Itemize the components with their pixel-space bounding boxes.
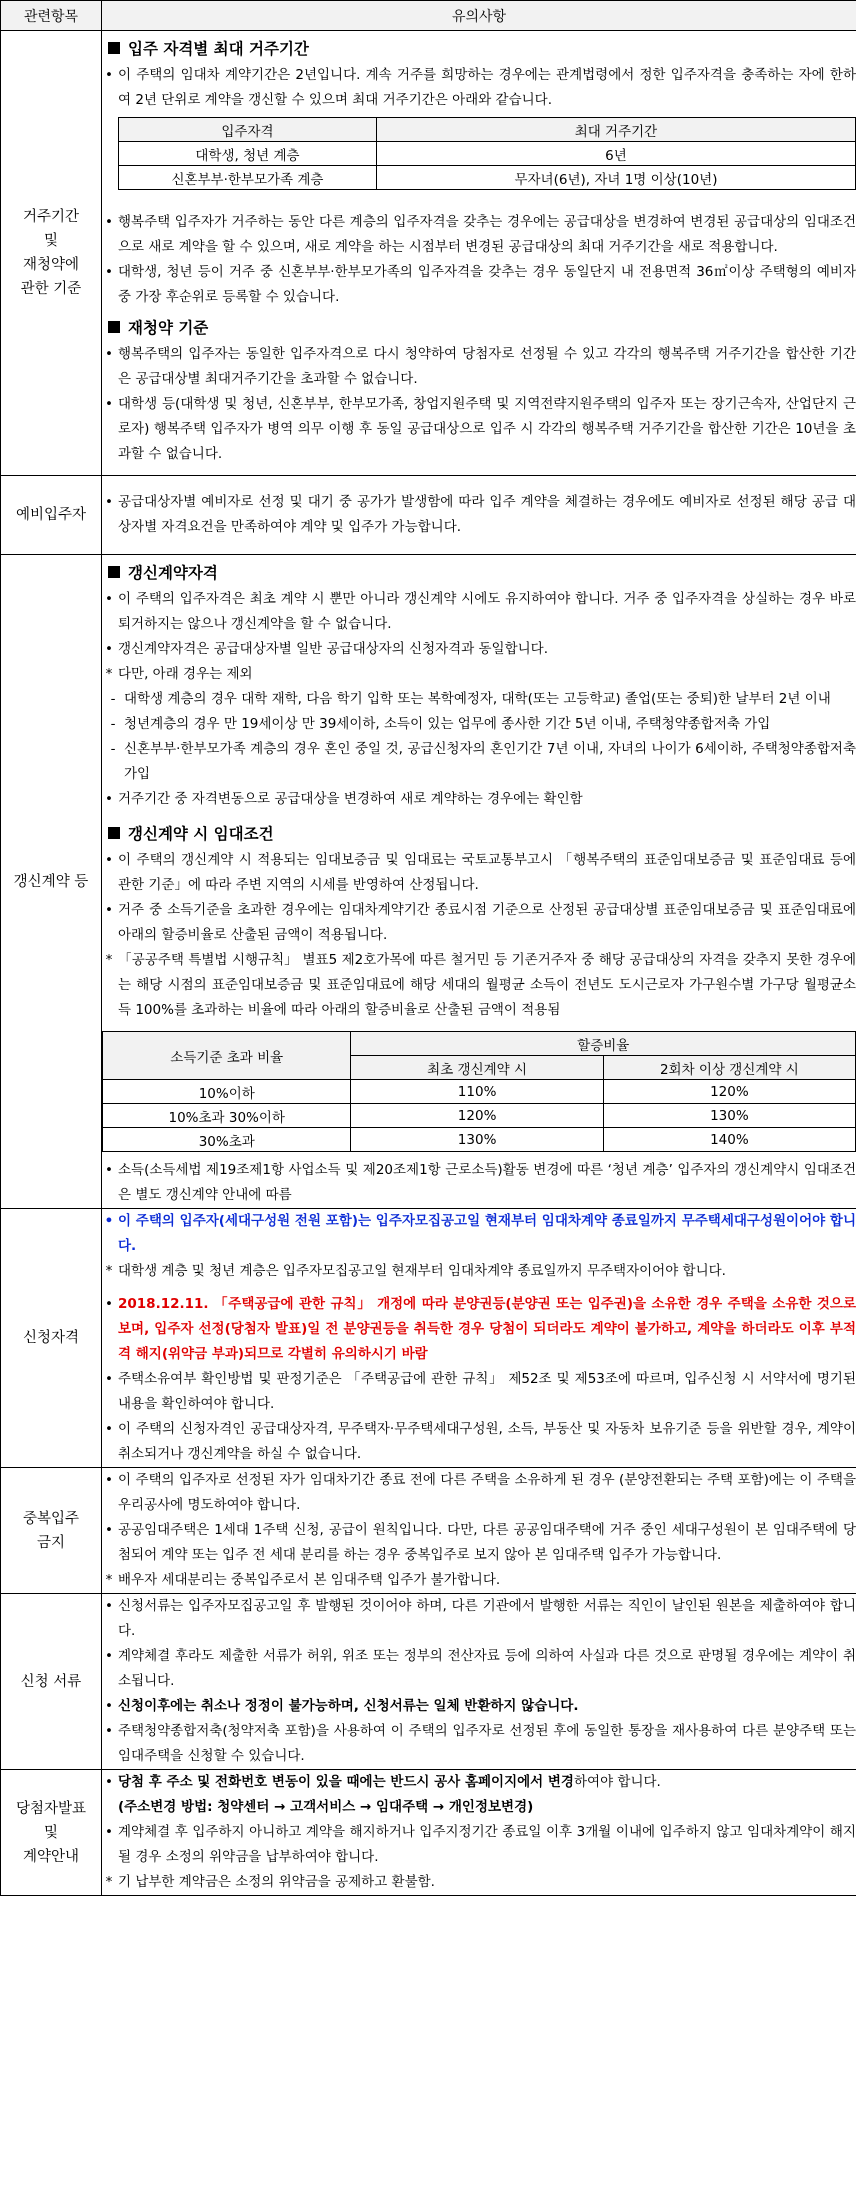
- list-item: • 당첨 후 주소 및 전화번호 변동이 있을 때에는 반드시 공사 홈페이지에서 변경하여야 합니다. (주소변경 방법: 청약센터 → 고객서비스 → 임대주택 → 개인정보변경): [105, 1774, 661, 1815]
- content-announcement: [102, 1770, 856, 1896]
- list-item: - 대학생 계층의 경우 대학 재학, 다음 학기 입학 또는 복학예정자, 대학(또는 고등학교) 졸업(또는 중퇴)한 날부터 2년 이내: [110, 691, 831, 707]
- list-residence-notes: [102, 210, 856, 310]
- table-header-row: [1, 1, 856, 31]
- row-eligibility: [1, 1209, 856, 1468]
- list-reserve: [102, 490, 856, 540]
- category-renewal: 갱신계약 등: [1, 555, 102, 1209]
- list-max-residence: [102, 63, 856, 113]
- list-renewal-eligibility: [102, 587, 856, 812]
- list-item: • 2018.12.11. 「주택공급에 관한 규칙」 개정에 따라 분양권등(분양권 또는 입주권)을 소유한 경우 주택을 소유한 것으로 보며, 입주자 선정(당첨자 발표)일 전 분양권등을 취득한 경우 당첨이 되더라도 계약이 불가하고, 계약을 하더라도 이후 부적격 해지(위약금 부과)되므로 각별히 유의하시기 바람: [105, 1296, 856, 1362]
- row-residence: [1, 31, 856, 476]
- list-item: - 신혼부부·한부모가족 계층의 경우 혼인 중일 것, 공급신청자의 혼인기간 7년 이내, 자녀의 나이가 6세이하, 주택청약종합저축 가입: [110, 741, 856, 782]
- list-reapply: [102, 342, 856, 467]
- square-bullet-icon: [108, 566, 120, 578]
- list-item: • 갱신계약자격은 공급대상자별 일반 공급대상자의 신청자격과 동일합니다.: [105, 641, 549, 657]
- list-item: • 신청서류는 입주자모집공고일 후 발행된 것이어야 하며, 다른 기관에서 발행한 서류는 직인이 날인된 원본을 제출하여야 합니다.: [105, 1598, 856, 1639]
- list-item: • 계약체결 후라도 제출한 서류가 허위, 위조 또는 정부의 전산자료 등에 의하여 사실과 다른 것으로 판명될 경우에는 계약이 취소됩니다.: [105, 1648, 856, 1689]
- table-header-cell: 할증비율: [351, 1032, 856, 1056]
- table-row: 대학생, 청년 계층 6년: [119, 142, 856, 166]
- content-eligibility: [102, 1209, 856, 1468]
- content-reserve: [102, 476, 856, 555]
- table-header-cell: 소득기준 초과 비율: [103, 1032, 351, 1080]
- row-renewal: [1, 555, 856, 1209]
- category-documents: 신청 서류: [1, 1594, 102, 1770]
- list-item: * 「공공주택 특별법 시행규칙」 별표5 제2호가목에 따른 철거민 등 기존거주자 중 해당 공급대상의 자격을 갖추지 못한 경우에는 해당 시점의 표준임대보증금 및 표준임대료에 해당 세대의 월평균 소득이 전년도 도시근로자 가구원수별 가구당 월평균소득 100%를 초과하는 비율에 따라 아래의 할증비율로 산출된 금액이 적용됨: [105, 952, 856, 1018]
- table-row: 신혼부부·한부모가족 계층 무자녀(6년), 자녀 1명 이상(10년): [119, 166, 856, 190]
- list-eligibility: [102, 1209, 856, 1467]
- category-duplicate: 중복입주 금지: [1, 1468, 102, 1594]
- list-item: • 계약체결 후 입주하지 아니하고 계약을 해지하거나 입주지정기간 종료일 이후 3개월 이내에 입주하지 않고 임대차계약이 해지될 경우 소정의 위약금을 납부하여야 합니다.: [105, 1824, 856, 1865]
- row-duplicate: [1, 1468, 856, 1594]
- list-item: • 대학생 등(대학생 및 청년, 신혼부부, 한부모가족, 창업지원주택 및 지역전략지원주택의 입주자 또는 장기근속자, 산업단지 근로자) 행복주택 입주자가 병역 의무 이행 후 동일 공급대상으로 입주 시 각각의 행복주택 거주기간을 합산한 기간은 10년을 초과할 수 없습니다.: [105, 396, 856, 462]
- table-row: 10%이하 110% 120%: [103, 1080, 856, 1104]
- content-renewal: [102, 555, 856, 1209]
- section-max-residence: 입주 자격별 최대 거주기간: [108, 37, 856, 61]
- list-renewal-income: [102, 1158, 856, 1208]
- section-reapply: 재청약 기준: [108, 316, 856, 340]
- content-duplicate: [102, 1468, 856, 1594]
- list-item: • 거주기간 중 자격변동으로 공급대상을 변경하여 새로 계약하는 경우에는 확인함: [105, 791, 583, 807]
- list-documents: [102, 1594, 856, 1769]
- list-item: • 이 주택의 입주자(세대구성원 전원 포함)는 입주자모집공고일 현재부터 임대차계약 종료일까지 무주택세대구성원이어야 합니다.: [104, 1213, 856, 1254]
- list-renewal-terms: [102, 848, 856, 1023]
- category-reserve: 예비입주자: [1, 476, 102, 555]
- list-item: • 소득(소득세법 제19조제1항 사업소득 및 제20조제1항 근로소득)활동 변경에 따른 ‘청년 계층’ 입주자의 갱신계약시 임대조건은 별도 갱신계약 안내에 따름: [105, 1162, 856, 1203]
- list-duplicate: [102, 1468, 856, 1593]
- content-documents: [102, 1594, 856, 1770]
- list-item: • 공공임대주택은 1세대 1주택 신청, 공급이 원칙입니다. 다만, 다른 공공임대주택에 거주 중인 세대구성원이 본 임대주택에 당첨되어 계약 또는 입주 전 세대 분리를 하는 경우 중복입주로 보지 않아 본 임대주택 입주가 가능합니다.: [105, 1522, 856, 1563]
- list-item: • 행복주택 입주자가 거주하는 동안 다른 계층의 입주자격을 갖추는 경우에는 공급대상을 변경하여 변경된 공급대상의 임대조건으로 새로 계약을 할 수 있으며, 새로 계약을 하는 시점부터 변경된 공급대상의 최대 거주기간을 새로 적용합니다.: [105, 214, 856, 255]
- list-item: * 대학생 계층 및 청년 계층은 입주자모집공고일 현재부터 임대차계약 종료일까지 무주택자이어야 합니다.: [105, 1263, 726, 1279]
- table-row: 10%초과 30%이하 120% 130%: [103, 1104, 856, 1128]
- list-item: * 배우자 세대분리는 중복입주로서 본 임대주택 입주가 불가합니다.: [105, 1572, 501, 1588]
- list-item: • 이 주택의 임대차 계약기간은 2년입니다. 계속 거주를 희망하는 경우에는 관계법령에서 정한 입주자격을 충족하는 자에 한하여 2년 단위로 계약을 갱신할 수 있으며 최대 거주기간은 아래와 같습니다.: [105, 67, 856, 108]
- square-bullet-icon: [108, 42, 120, 54]
- list-item: • 신청이후에는 취소나 정정이 불가능하며, 신청서류는 일체 반환하지 않습니다.: [105, 1698, 579, 1714]
- list-item: • 공급대상자별 예비자로 선정 및 대기 중 공가가 발생함에 따라 입주 계약을 체결하는 경우에도 예비자로 선정된 해당 공급 대상자별 자격요건을 만족하여야 계약 및 입주가 가능합니다.: [105, 494, 856, 535]
- list-item: • 이 주택의 신청자격인 공급대상자격, 무주택자·무주택세대구성원, 소득, 부동산 및 자동차 보유기준 등을 위반할 경우, 계약이 취소되거나 갱신계약을 하실 수 없습니다.: [105, 1421, 856, 1462]
- list-item: • 이 주택의 입주자로 선정된 자가 임대차기간 종료 전에 다른 주택을 소유하게 된 경우 (분양전환되는 주택 포함)에는 이 주택을 우리공사에 명도하여야 합니다.: [105, 1472, 856, 1513]
- section-renewal-terms: 갱신계약 시 임대조건: [108, 822, 856, 846]
- table-header-cell: 최대 거주기간: [376, 118, 855, 142]
- square-bullet-icon: [108, 321, 120, 333]
- list-item: • 대학생, 청년 등이 거주 중 신혼부부·한부모가족의 입주자격을 갖추는 경우 동일단지 내 전용면적 36㎡이상 주택형의 예비자 중 가장 후순위로 등록할 수 있습니다.: [105, 264, 856, 305]
- square-bullet-icon: [108, 827, 120, 839]
- category-eligibility: 신청자격: [1, 1209, 102, 1468]
- list-item: • 주택소유여부 확인방법 및 판정기준은 「주택공급에 관한 규칙」 제52조 및 제53조에 따르며, 입주신청 시 서약서에 명기된 내용을 확인하여야 합니다.: [105, 1371, 856, 1412]
- list-announcement: [102, 1770, 856, 1895]
- table-header-cell: 입주자격: [119, 118, 377, 142]
- section-renewal-eligibility: 갱신계약자격: [108, 561, 856, 585]
- header-category: 관련항목: [1, 1, 102, 31]
- category-residence: 거주기간 및 재청약에 관한 기준: [1, 31, 102, 476]
- category-announcement: 당첨자발표 및 계약안내: [1, 1770, 102, 1896]
- list-item: • 이 주택의 갱신계약 시 적용되는 임대보증금 및 임대료는 국토교통부고시 「행복주택의 표준임대보증금 및 표준임대료 등에 관한 기준」에 따라 주변 지역의 시세를 반영하여 산정됩니다.: [105, 852, 856, 893]
- row-documents: [1, 1594, 856, 1770]
- table-row: 30%초과 130% 140%: [103, 1128, 856, 1152]
- list-item: • 거주 중 소득기준을 초과한 경우에는 임대차계약기간 종료시점 기준으로 산정된 공급대상별 표준임대보증금 및 표준임대료에 아래의 할증비율로 산출된 금액이 적용됩니다.: [105, 902, 856, 943]
- table-header-cell: 2회차 이상 갱신계약 시: [603, 1056, 855, 1080]
- list-item: • 주택청약종합저축(청약저축 포함)을 사용하여 이 주택의 입주자로 선정된 후에 동일한 통장을 재사용하여 다른 분양주택 또는 임대주택을 신청할 수 있습니다.: [105, 1723, 856, 1764]
- row-announcement: [1, 1770, 856, 1896]
- list-item: * 다만, 아래 경우는 제외: [105, 666, 253, 682]
- list-item: • 행복주택의 입주자는 동일한 입주자격으로 다시 청약하여 당첨자로 선정될 수 있고 각각의 행복주택 거주기간을 합산한 기간은 공급대상별 최대거주기간을 초과할 수 없습니다.: [105, 346, 856, 387]
- list-item: • 이 주택의 입주자격은 최초 계약 시 뿐만 아니라 갱신계약 시에도 유지하여야 합니다. 거주 중 입주자격을 상실하는 경우 바로 퇴거하지는 않으나 갱신계약을 할 수 없습니다.: [105, 591, 856, 632]
- header-notes: 유의사항: [102, 1, 856, 31]
- content-residence: [102, 31, 856, 476]
- list-item: * 기 납부한 계약금은 소정의 위약금을 공제하고 환불함.: [105, 1874, 435, 1890]
- row-reserve: [1, 476, 856, 555]
- max-residence-table: [118, 117, 856, 190]
- list-item: - 청년계층의 경우 만 19세이상 만 39세이하, 소득이 있는 업무에 종사한 기간 5년 이내, 주택청약종합저축 가입: [110, 716, 771, 732]
- table-header-cell: 최초 갱신계약 시: [351, 1056, 603, 1080]
- surcharge-table: [102, 1031, 856, 1152]
